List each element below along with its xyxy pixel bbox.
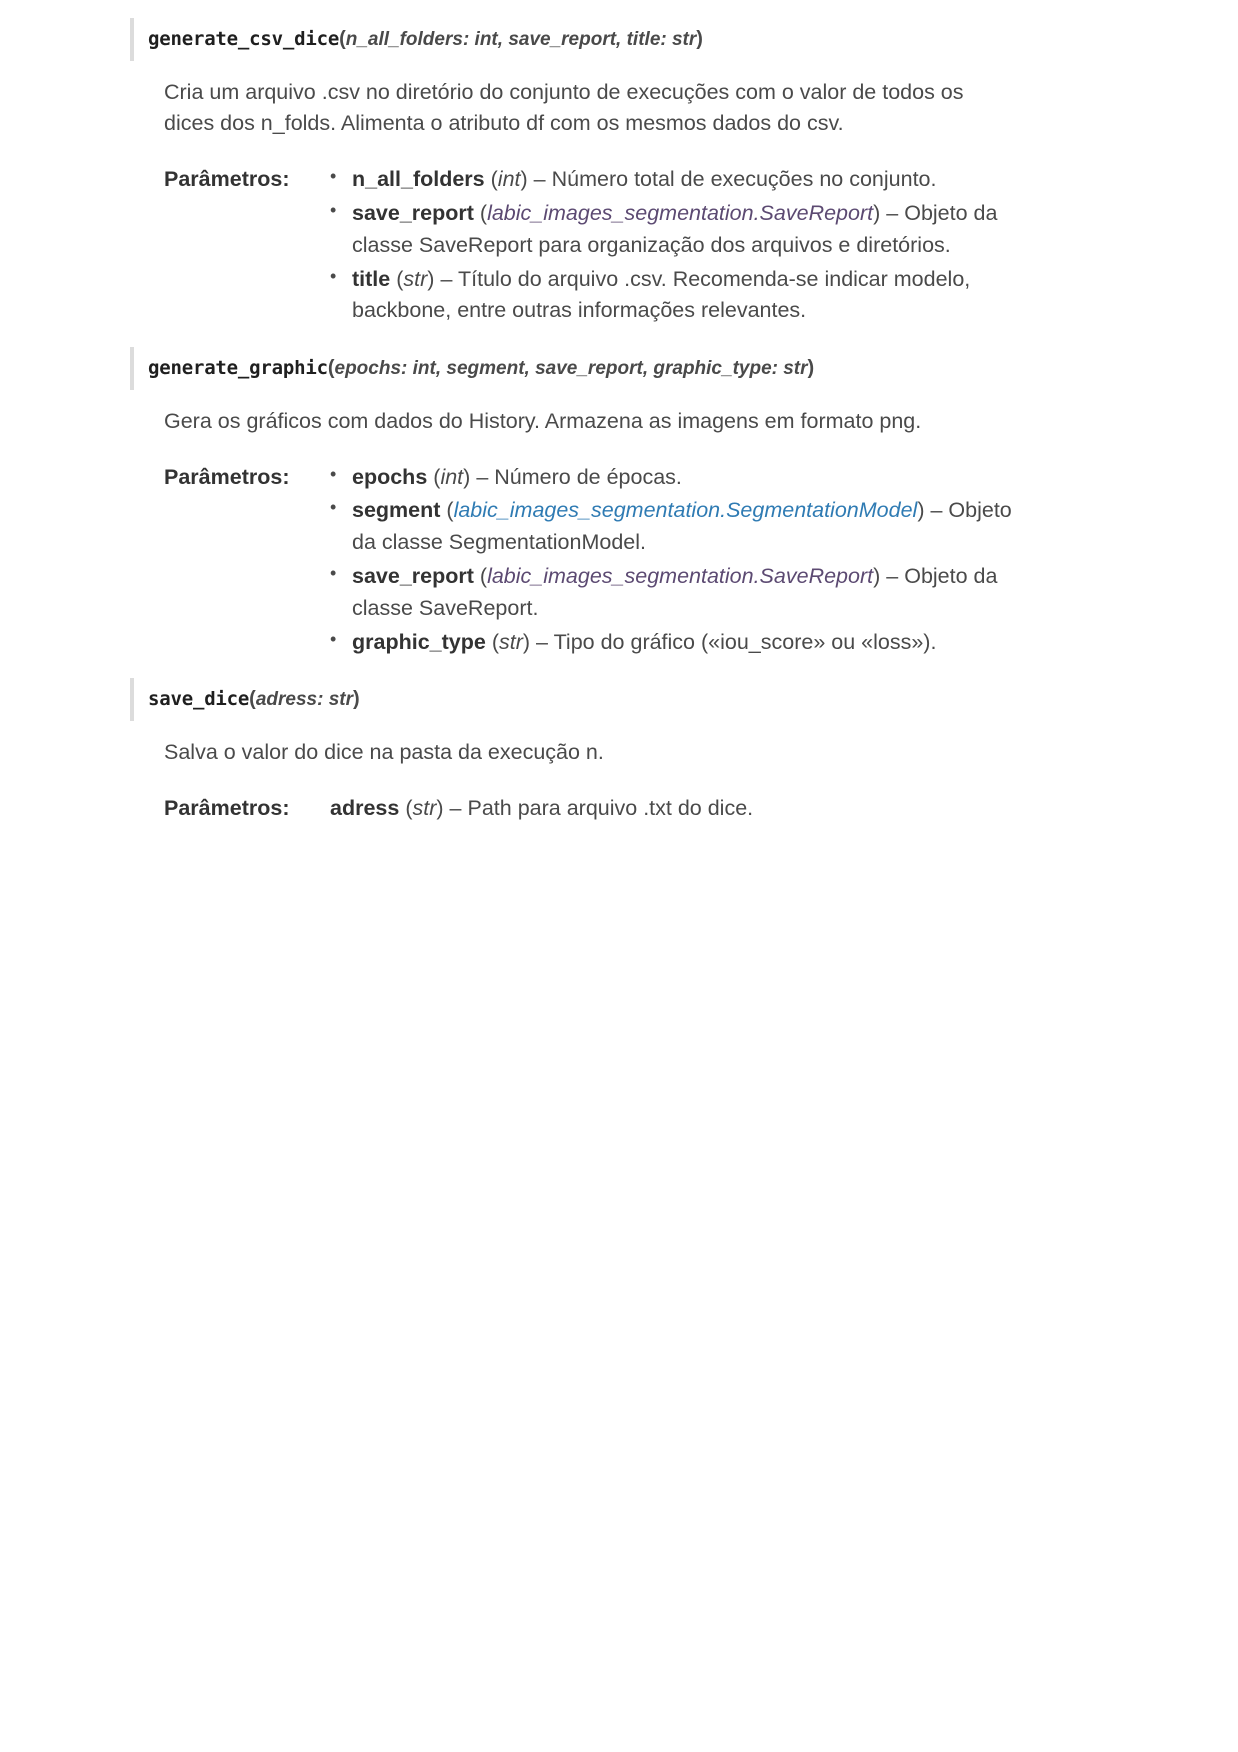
function-body — [130, 406, 1118, 661]
function-block — [130, 18, 1118, 329]
function-signature-args: n_all_folders: int, save_report, title: str — [345, 29, 697, 50]
signature-open-paren: ( — [327, 357, 335, 380]
function-signature — [130, 347, 1118, 390]
parameter-type-close-paren: ) — [436, 795, 444, 820]
parameter-type-close-paren: ) — [873, 563, 881, 588]
parameter-name: save_report — [352, 200, 474, 225]
function-body — [130, 737, 1118, 825]
parameter-name: save_report — [352, 563, 474, 588]
parameters-label: Parâmetros: — [164, 795, 290, 820]
function-name: save_dice — [148, 688, 250, 711]
parameter-description: Objeto da classe SaveReport. — [352, 563, 998, 620]
function-description: Cria um arquivo .csv no diretório do conjunto de execuções com o valor de todos os dices dos n_folds. Alimenta o atributo df com os mesmos dados do csv. — [164, 79, 964, 136]
function-description: Salva o valor do dice na pasta da execução n. — [164, 739, 604, 764]
parameter-type-open-paren: ( — [405, 795, 413, 820]
parameter-dash: – — [886, 200, 899, 225]
function-body — [130, 77, 1118, 330]
parameter-type-close-paren: ) — [873, 200, 881, 225]
parameter-type-open-paren: ( — [490, 167, 498, 192]
parameter-dash: – — [476, 464, 489, 489]
parameter-dash: – — [440, 266, 453, 291]
parameters-label: Parâmetros: — [164, 464, 290, 489]
parameter-description: Tipo do gráfico («iou_score» ou «loss»). — [553, 629, 937, 654]
parameter-name: segment — [352, 498, 441, 523]
parameter-description: Objeto da classe SegmentationModel. — [352, 498, 1012, 555]
parameter-item — [324, 264, 1012, 328]
parameter-type: str — [403, 266, 428, 291]
parameters-label: Parâmetros: — [164, 167, 290, 192]
parameter-type: int — [440, 464, 464, 489]
parameter-item — [324, 793, 1118, 825]
function-signature-args: epochs: int, segment, save_report, graphic_type: str — [334, 358, 808, 380]
parameter-name: title — [352, 266, 391, 291]
function-signature — [130, 678, 1118, 721]
parameter-type-close-paren: ) — [427, 266, 435, 291]
parameter-dash: – — [930, 498, 943, 523]
function-signature-args: adress: str — [255, 689, 353, 711]
parameter-name: n_all_folders — [352, 167, 485, 192]
function-name: generate_graphic — [148, 357, 328, 380]
function-signature — [130, 18, 1118, 61]
parameters-field-list — [164, 793, 1118, 825]
parameter-item — [324, 627, 1012, 659]
parameter-item — [324, 198, 1012, 262]
parameter-dash: – — [536, 629, 548, 654]
parameter-type-close-paren: ) — [463, 464, 471, 489]
parameters-field-list — [164, 164, 1118, 329]
parameter-item — [324, 164, 1012, 196]
parameter-type-open-paren: ( — [396, 266, 404, 291]
parameter-description: Objeto da classe SaveReport para organização dos arquivos e diretórios. — [352, 200, 998, 257]
parameter-type-open-paren: ( — [479, 200, 488, 225]
function-list — [130, 18, 1118, 825]
parameter-item — [324, 561, 1012, 625]
function-block — [130, 347, 1118, 660]
parameter-type-xref-link[interactable]: labic_images_segmentation.SaveReport — [487, 200, 874, 225]
parameter-type: str — [498, 629, 523, 654]
parameter-list — [324, 164, 1118, 327]
parameter-name: epochs — [352, 464, 428, 489]
parameter-dash: – — [449, 795, 462, 820]
function-name: generate_csv_dice — [148, 28, 340, 50]
parameter-name: graphic_type — [352, 629, 486, 654]
parameter-type-xref-link[interactable]: labic_images_segmentation.SaveReport — [487, 563, 874, 588]
signature-close-paren: ) — [696, 28, 703, 50]
signature-open-paren: ( — [249, 688, 256, 711]
parameter-description: Número de épocas. — [494, 464, 682, 489]
signature-close-paren: ) — [807, 357, 815, 380]
function-block — [130, 678, 1118, 824]
function-description: Gera os gráficos com dados do History. Armazena as imagens em formato png. — [164, 408, 922, 433]
parameter-item — [324, 462, 1012, 494]
parameter-type: int — [497, 167, 521, 192]
parameter-item — [324, 495, 1012, 559]
parameter-name: adress — [330, 795, 400, 820]
parameter-type-close-paren: ) — [522, 629, 531, 654]
parameter-description: Path para arquivo .txt do dice. — [467, 795, 754, 820]
parameter-type-xref-link[interactable]: labic_images_segmentation.SegmentationModel — [453, 498, 918, 523]
signature-open-paren: ( — [339, 28, 346, 50]
parameters-body — [324, 793, 1118, 825]
parameter-type-open-paren: ( — [446, 498, 454, 523]
parameter-type-open-paren: ( — [479, 563, 488, 588]
parameter-type: str — [412, 795, 437, 820]
parameter-dash: – — [533, 167, 546, 192]
parameter-type-open-paren: ( — [491, 629, 499, 654]
parameters-field-list — [164, 462, 1118, 661]
parameter-dash: – — [886, 563, 899, 588]
parameter-description: Título do arquivo .csv. Recomenda-se indicar modelo, backbone, entre outras informações relevantes. — [352, 266, 971, 323]
parameter-type-close-paren: ) — [520, 167, 528, 192]
parameter-type-open-paren: ( — [433, 464, 441, 489]
parameter-type-close-paren: ) — [917, 498, 925, 523]
signature-close-paren: ) — [353, 688, 360, 711]
parameter-description: Número total de execuções no conjunto. — [551, 167, 937, 192]
parameters-body — [324, 164, 1118, 329]
parameters-body — [324, 462, 1118, 661]
parameter-list — [324, 462, 1118, 659]
